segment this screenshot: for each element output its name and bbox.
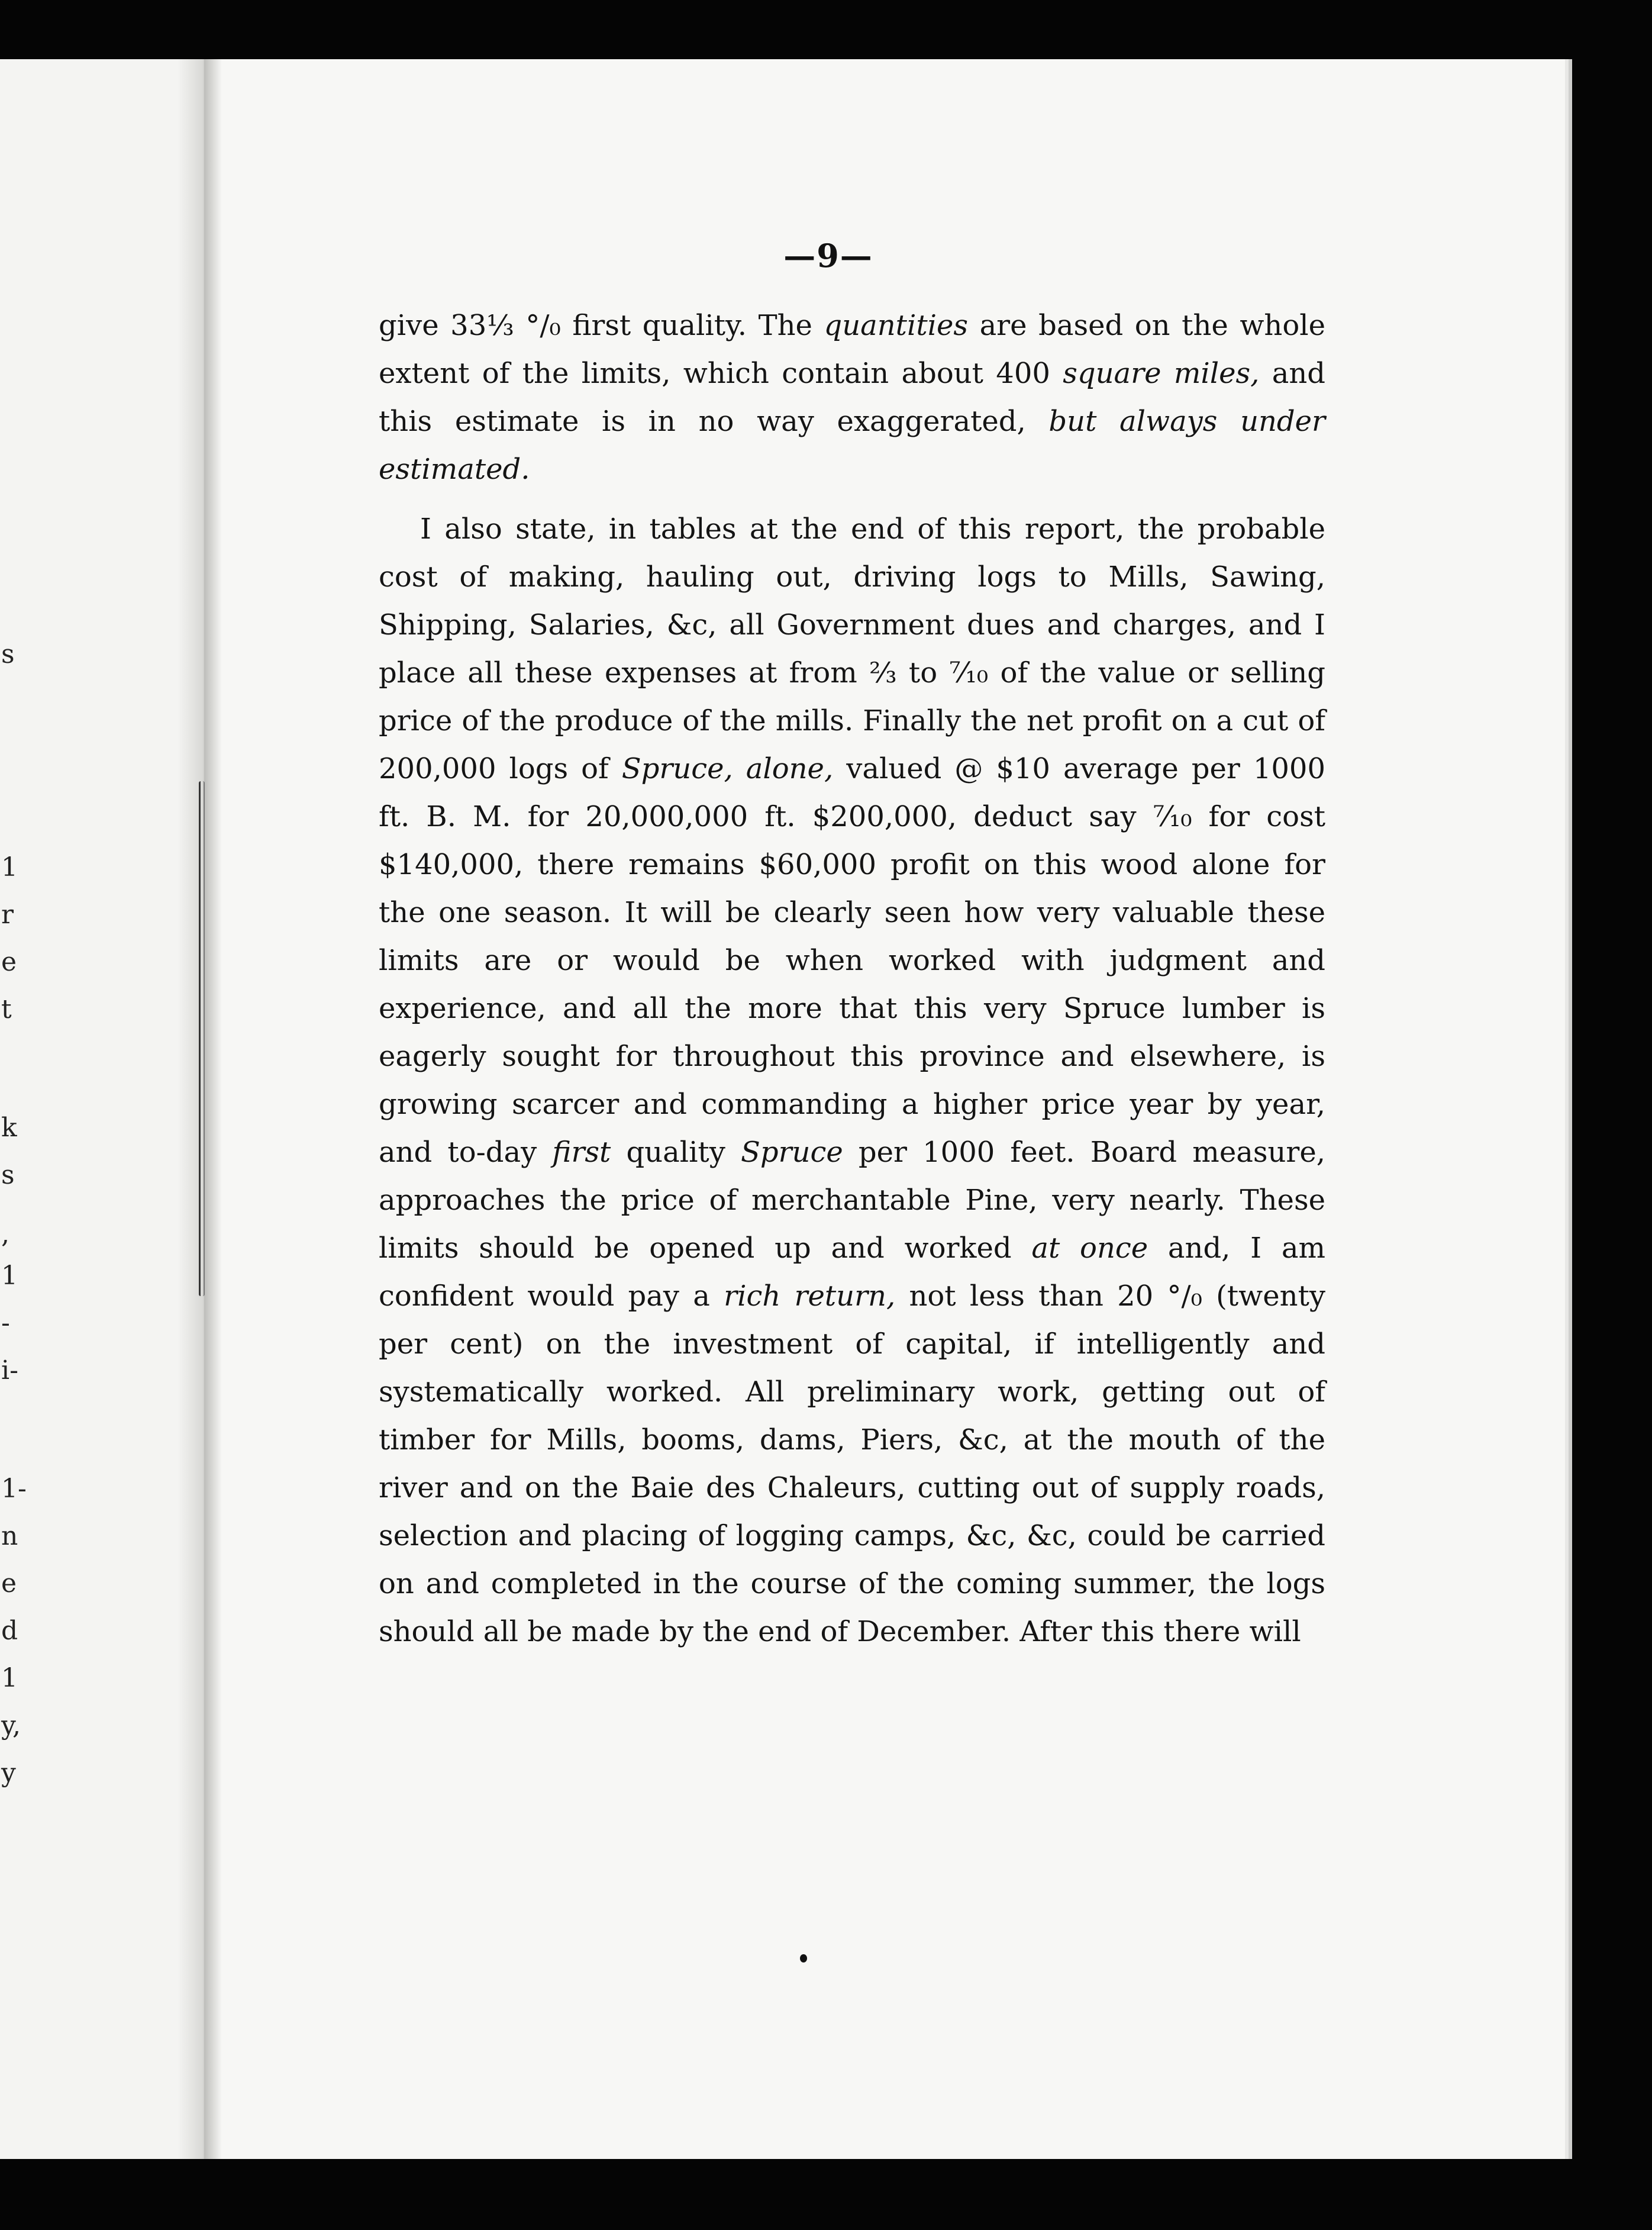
left-margin-fragment: y [1,1758,16,1788]
text-run: and, I am confident would pay a [379,1232,1326,1313]
italic-run: rich return, [724,1280,896,1313]
left-margin-fragment: n [1,1521,18,1551]
left-margin-fragment: t [1,994,12,1024]
left-margin-fragment: 1 [1,1663,18,1693]
left-margin-fragment: k [1,1113,17,1143]
italic-run: quantities [824,309,968,342]
left-margin-fragment: y, [1,1710,21,1741]
binding-thread [199,781,205,1296]
left-margin-fragment: e [1,1568,17,1599]
text-run: are based on the whole extent of the limits, which contain about 400 [379,309,1325,390]
left-margin-fragment: i- [1,1355,18,1385]
text-run: give 33⅓ °/₀ first quality. The [379,309,824,342]
italic-run: square miles, [1063,357,1260,390]
italic-run: at once [1031,1232,1148,1265]
text-run: not less than 20 °/₀ (twenty per cent) on the investment of capital, if intelligently and systematically worked. All preliminary work, getting out of timber for Mills, booms, dams, Piers, &c, at the mouth of the river and on the Baie des Chaleurs, cutting out of supply roads, selection and placing of logging camps, &c, &c, could be carried on and completed in the course of the coming summer, the logs should all be made by the end of December. After this there will [379,1280,1325,1648]
left-margin-fragment: r [1,900,14,930]
gutter-shadow [204,59,222,2159]
page-number: —9— [783,237,873,275]
left-margin-fragment: s [1,639,15,669]
text-run: I also state, in tables at the end of this report, the probable cost of making, hauling out, driving logs to Mills, Sawing, Shipping, Salaries, &c, all Government dues and charges, and I place all these expenses at from ⅔ to ⁷⁄₁₀ of the value or selling price of the produce of the mills. Finally the net profit on a cut of 200,000 logs of [379,513,1325,785]
italic-run: first [552,1136,611,1169]
left-page-fragment [0,59,201,2159]
text-run: valued @ $10 average per 1000 ft. B. M. for 20,000,000 ft. $200,000, deduct say ⁷⁄₁₀ for cost $140,000, there remains $60,000 profit on this wood alone for the one season. It will be clearly seen how very valuable these limits are or would be when worked with judgment and experience, and all the more that this very Spruce lumber is eagerly sought for throughout this province and elsewhere, is growing scarcer and commanding a higher price year by year, and to-day [379,752,1326,1169]
left-margin-fragment: , [1,1219,9,1249]
text-run: and this estimate is in no way exaggerated, [379,357,1325,438]
paragraph-1 [379,302,1325,494]
left-margin-fragment: 1- [1,1474,27,1504]
ink-dot [800,1954,807,1962]
paragraph-2 [379,505,1325,1656]
left-page-cut-text [0,0,27,2230]
italic-run: but always under estimated. [379,405,1326,486]
italic-run: Spruce, alone, [621,752,834,785]
left-margin-fragment: s [1,1160,15,1190]
left-margin-fragment: 1 [1,852,18,882]
left-margin-fragment: - [1,1308,10,1338]
italic-run: Spruce [740,1136,843,1169]
text-run: quality [611,1136,741,1169]
left-margin-fragment: d [1,1616,18,1646]
page-body [379,302,1325,1656]
left-margin-fragment: 1 [1,1261,18,1291]
left-margin-fragment: e [1,947,17,977]
text-run: per 1000 feet. Board measure, approaches the price of merchantable Pine, very nearly. These limits should be opened up and worked [379,1136,1325,1265]
